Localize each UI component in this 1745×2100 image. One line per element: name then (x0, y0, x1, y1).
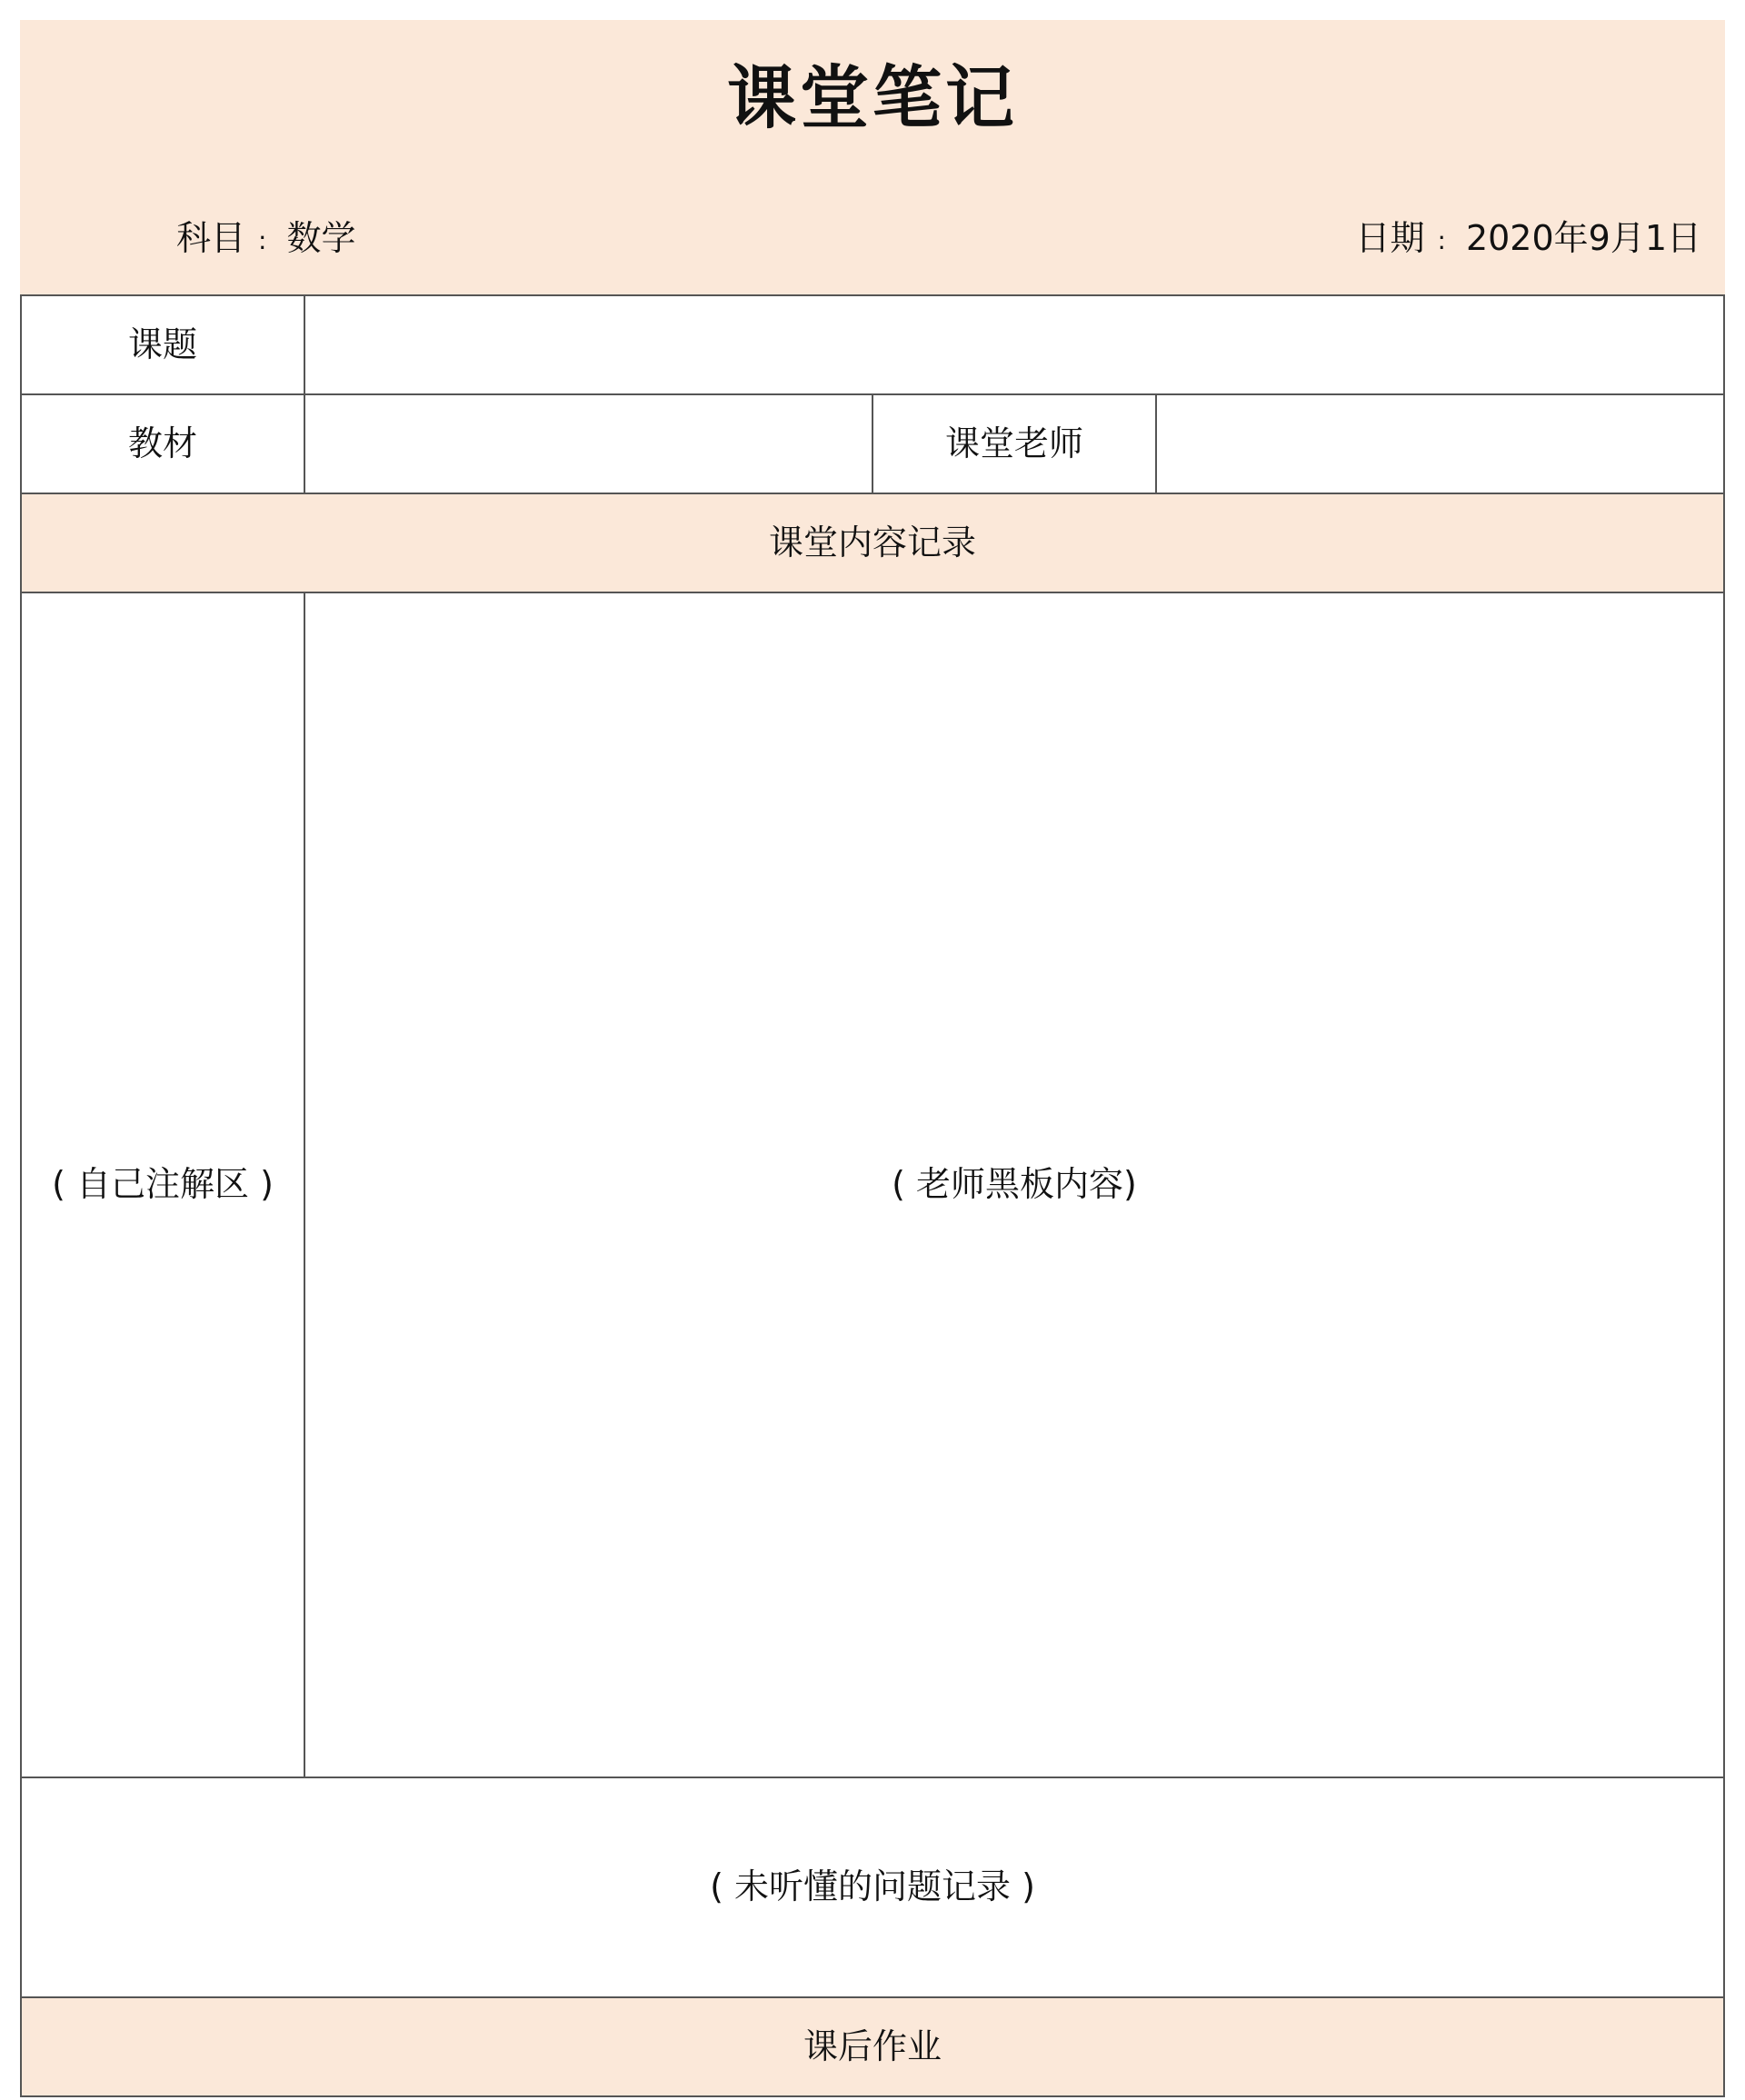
blackboard-content-area[interactable]: ( 老师黑板内容) (304, 592, 1725, 1778)
page-title: 课堂笔记 (727, 57, 1018, 138)
topic-field[interactable] (304, 294, 1725, 395)
subject-label: 科目 (176, 218, 246, 258)
date-row (1355, 218, 1701, 260)
unanswered-questions-area[interactable]: ( 未听懂的问题记录 ) (20, 1777, 1725, 1998)
date-colon: : (1437, 224, 1446, 255)
class-notes-sheet (20, 20, 1725, 2079)
date-value[interactable]: 2020年9月1日 (1465, 218, 1701, 258)
subject-value[interactable]: 数学 (286, 218, 356, 258)
teacher-label: 课堂老师 (872, 393, 1157, 494)
textbook-field[interactable] (304, 393, 873, 494)
self-notes-area[interactable]: ( 自己注解区 ) (20, 592, 305, 1778)
date-label: 日期 (1355, 218, 1425, 258)
homework-section-header: 课后作业 (20, 1996, 1725, 2097)
header-band (20, 20, 1725, 294)
subject-colon: : (258, 224, 267, 255)
topic-label: 课题 (20, 294, 305, 395)
subject-row (176, 218, 355, 260)
content-section-header: 课堂内容记录 (20, 493, 1725, 593)
teacher-field[interactable] (1155, 393, 1725, 494)
textbook-label: 教材 (20, 393, 305, 494)
